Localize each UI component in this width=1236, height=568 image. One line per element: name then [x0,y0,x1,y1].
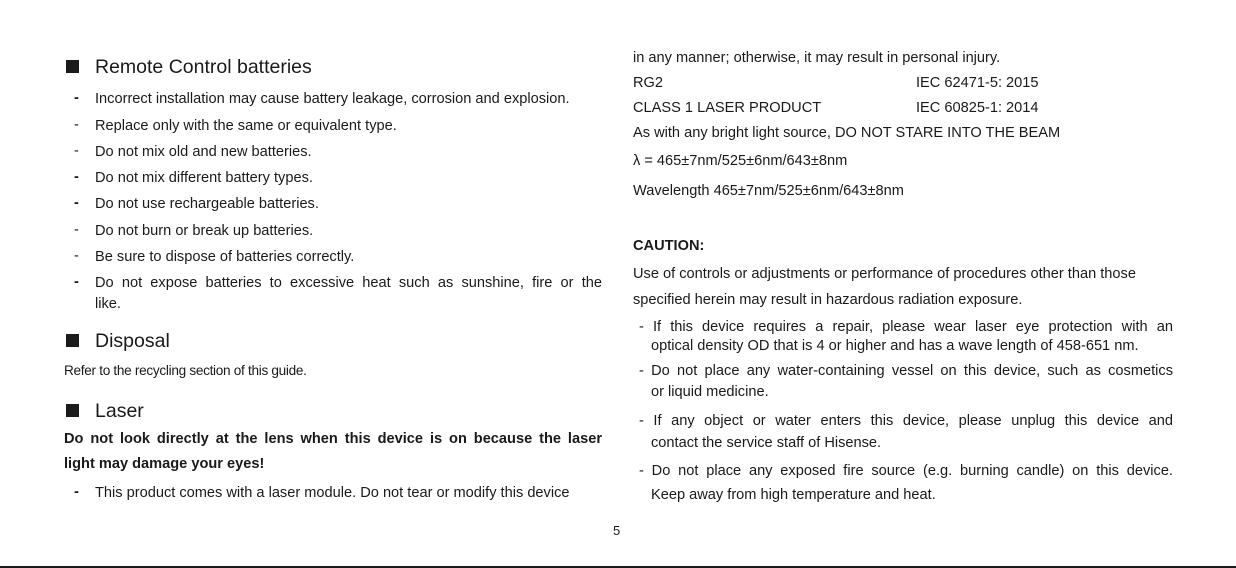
laser-warning: light may damage your eyes! [64,456,265,472]
remote-item: like. [95,296,121,312]
spec-row [633,100,1173,116]
dash: - [74,195,79,211]
remote-item: Do not expose batteries to excessive heat such as sunshine, fire or the [95,275,602,291]
remote-item: Do not use rechargeable batteries. [95,196,319,212]
dash: - [74,117,79,133]
caution-text: Use of controls or adjustments or performance of procedures other than those [633,266,1136,282]
page-number: 5 [613,523,621,538]
spec-rg2: RG2 [633,75,664,91]
continued-text: in any manner; otherwise, it may result in personal injury. [633,50,1001,66]
bullet-square-icon [66,404,79,417]
spec-iec-62471: IEC 62471-5: 2015 [916,75,1039,91]
bullet-square-icon [66,334,79,347]
spec-class1: CLASS 1 LASER PRODUCT [633,100,822,116]
caution-item: or liquid medicine. [651,384,769,400]
laser-item: This product comes with a laser module. Do not tear or modify this device [95,485,570,501]
laser-warning: Do not look directly at the lens when this device is on because the laser [64,431,602,447]
caution-item: - Do not place any exposed fire source (e.g. burning candle) on this device. [639,463,1173,479]
caution-item: - Do not place any water-containing vessel on this device, such as cosmetics [639,363,1173,379]
remote-heading: Remote Control batteries [95,56,312,78]
remote-item: Do not mix old and new batteries. [95,144,312,160]
caution-item: contact the service staff of Hisense. [651,435,882,451]
dash: - [74,274,79,290]
caution-item: optical density OD that is 4 or higher and has a wave length of 458-651 nm. [651,338,1139,354]
dash: - [74,90,79,106]
caution-item: Keep away from high temperature and heat. [651,487,936,503]
dash: - [74,169,79,185]
dash: - [74,484,79,500]
caution-text: specified herein may result in hazardous radiation exposure. [633,292,1023,308]
bullet-square-icon [66,60,79,73]
caution-heading: CAUTION: [633,238,705,254]
dash: - [74,222,79,238]
beam-warning: As with any bright light source, DO NOT STARE INTO THE BEAM [633,125,1061,141]
remote-item: Replace only with the same or equivalent type. [95,118,397,134]
spec-iec-60825: IEC 60825-1: 2014 [916,100,1039,116]
remote-item: Be sure to dispose of batteries correctly. [95,249,355,265]
remote-item: Incorrect installation may cause battery leakage, corrosion and explosion. [95,91,570,107]
dash: - [74,248,79,264]
dash: - [74,143,79,159]
spec-row [633,75,1173,91]
wavelength-line: Wavelength 465±7nm/525±6nm/643±8nm [633,183,904,199]
disposal-text: Refer to the recycling section of this guide. [64,363,307,378]
caution-item: - If any object or water enters this device, please unplug this device and [639,413,1173,429]
disposal-heading: Disposal [95,330,170,352]
remote-item: Do not burn or break up batteries. [95,223,314,239]
lambda-line: λ = 465±7nm/525±6nm/643±8nm [633,153,848,169]
remote-item: Do not mix different battery types. [95,170,313,186]
laser-heading: Laser [95,400,144,422]
caution-item: - If this device requires a repair, please wear laser eye protection with an [639,319,1173,335]
